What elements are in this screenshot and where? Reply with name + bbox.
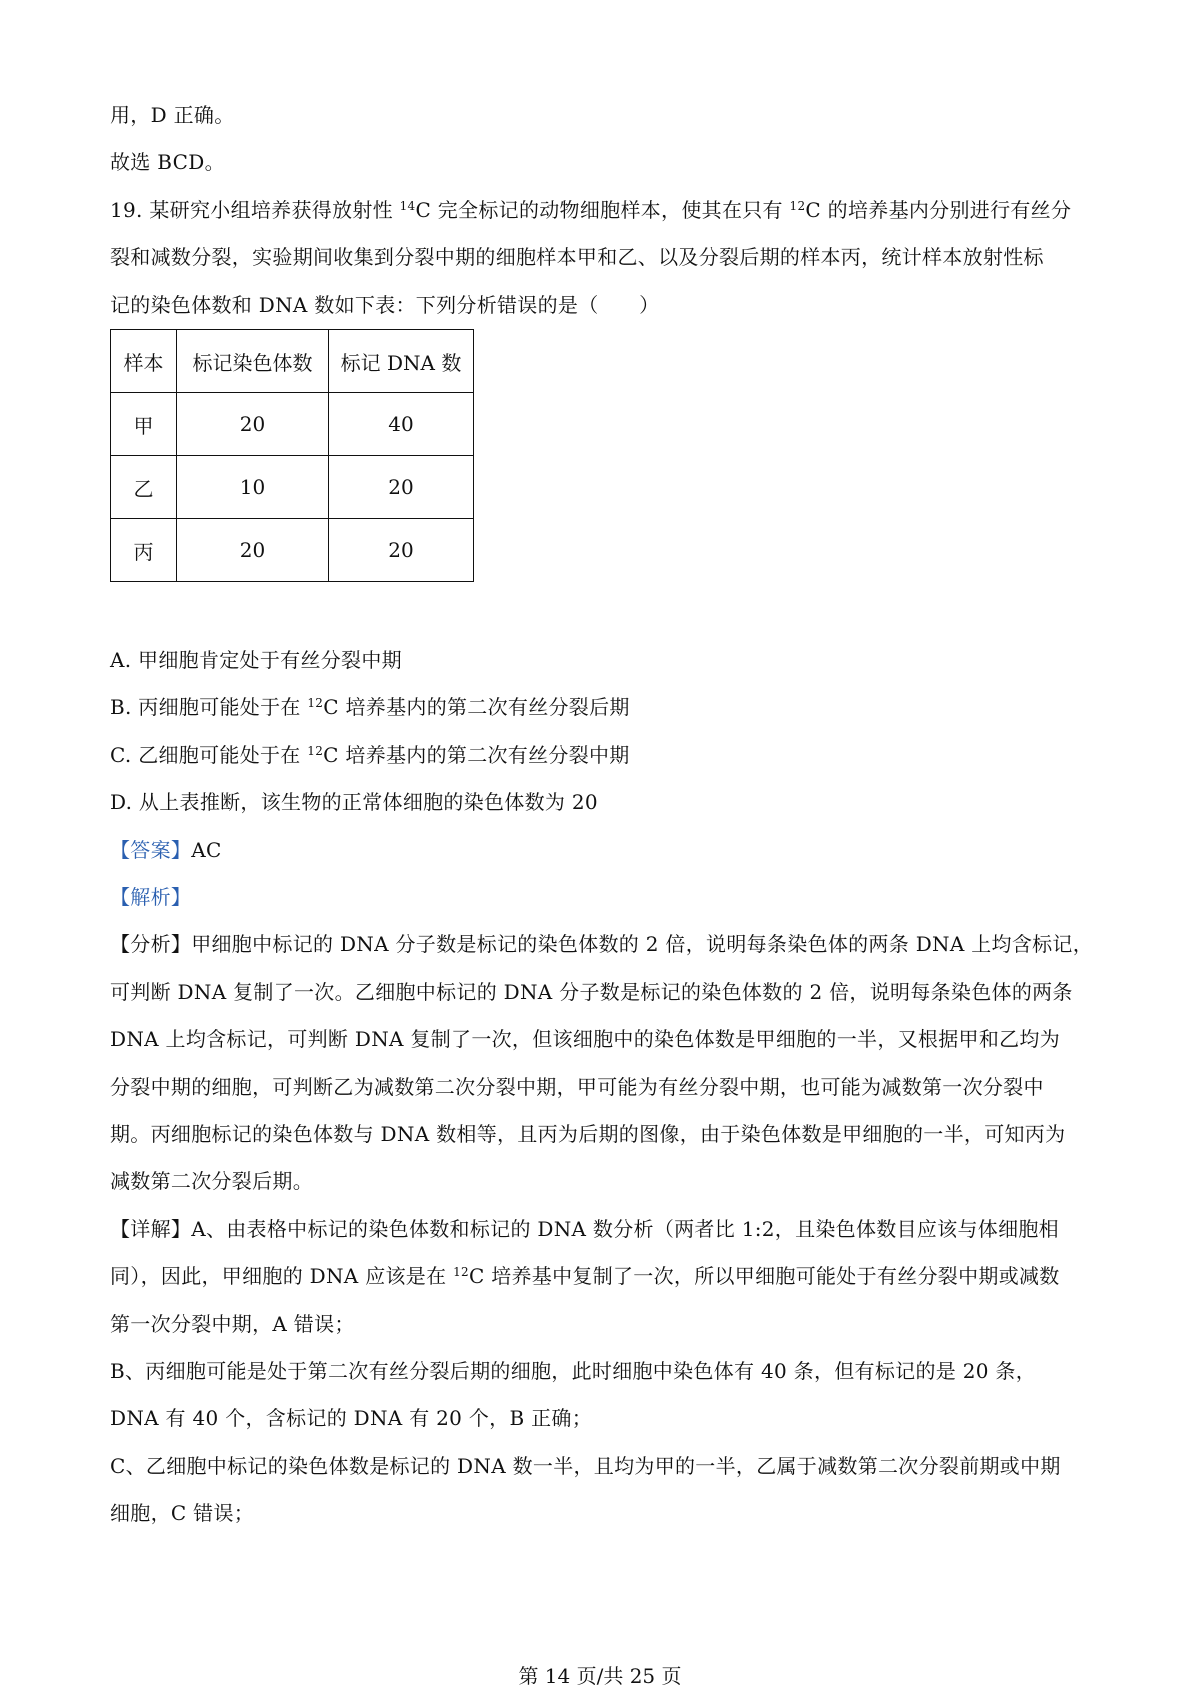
text-segment: C. 乙细胞可能处于在	[110, 742, 308, 767]
text-line	[110, 980, 1073, 1004]
text-line	[110, 1501, 254, 1525]
table-header: 标记 DNA 数	[329, 330, 474, 393]
text-line	[110, 743, 630, 767]
text-segment: 分裂中期的细胞，可判断乙为减数第二次分裂中期，甲可能为有丝分裂中期，也可能为减数第一次分裂中	[110, 1074, 1044, 1099]
text-segment: C 完全标记的动物细胞样本，使其在只有	[415, 197, 790, 222]
text-segment: 裂和减数分裂，实验期间收集到分裂中期的细胞样本甲和乙、以及分裂后期的样本丙，统计样本放射性标	[110, 245, 1044, 270]
table-header: 标记染色体数	[177, 330, 329, 393]
table-cell: 乙	[111, 456, 177, 519]
text-line	[110, 648, 402, 672]
text-segment: C 的培养基内分别进行有丝分	[805, 197, 1072, 222]
text-segment: B、丙细胞可能是处于第二次有丝分裂后期的细胞，此时细胞中染色体有 40 条，但有标记的是 20 条，	[110, 1359, 1037, 1383]
text-line	[110, 1075, 1044, 1099]
text-line	[110, 150, 225, 174]
table-header: 样本	[111, 330, 177, 393]
text-segment: DNA 上均含标记，可判断 DNA 复制了一次，但该细胞中的染色体数是甲细胞的一半，又根据甲和乙均为	[110, 1027, 1061, 1052]
section-label: 【答案】	[110, 837, 192, 862]
superscript: 12	[307, 696, 324, 711]
superscript: 12	[453, 1265, 469, 1280]
text-line	[110, 1454, 1061, 1478]
text-line	[110, 838, 222, 862]
table-cell: 丙	[111, 519, 177, 582]
text-line	[110, 1359, 1036, 1383]
text-segment: C 培养基内的第二次有丝分裂中期	[323, 742, 630, 767]
table-row	[111, 519, 474, 582]
text-line	[110, 1169, 313, 1193]
text-segment: 【分析】甲细胞中标记的 DNA 分子数是标记的染色体数的 2 倍，说明每条染色体的两条 DNA 上均含标记，	[110, 932, 1094, 957]
text-segment: C 培养基中复制了一次，所以甲细胞可能处于有丝分裂中期或减数	[468, 1264, 1060, 1289]
table-cell: 20	[329, 456, 474, 519]
text-line	[110, 1406, 592, 1430]
table-cell: 10	[177, 456, 329, 519]
text-segment: C 培养基内的第二次有丝分裂后期	[323, 695, 630, 720]
superscript: 14	[399, 198, 416, 213]
text-segment: AC	[191, 837, 222, 862]
table-cell: 20	[177, 393, 329, 456]
table-row	[111, 393, 474, 456]
table-cell: 甲	[111, 393, 177, 456]
text-segment: 第一次分裂中期，A 错误；	[110, 1311, 355, 1336]
text-segment: 减数第二次分裂后期。	[110, 1169, 313, 1194]
data-table	[110, 329, 474, 582]
text-segment: 19. 某研究小组培养获得放射性	[110, 197, 400, 222]
text-line	[110, 1027, 1060, 1051]
table-cell: 20	[329, 519, 474, 582]
text-line	[110, 198, 1071, 222]
text-segment: 期。丙细胞标记的染色体数与 DNA 数相等，且丙为后期的图像，由于染色体数是甲细胞的一半，可知丙为	[110, 1122, 1066, 1146]
text-segment: B. 丙细胞可能处于在	[110, 695, 308, 720]
text-segment: D. 从上表推断，该生物的正常体细胞的染色体数为 20	[110, 790, 598, 815]
page-footer: 第 14 页/共 25 页	[518, 1664, 682, 1688]
text-segment: 可判断 DNA 复制了一次。乙细胞中标记的 DNA 分子数是标记的染色体数的 2 倍，说明每条染色体的两条	[110, 979, 1073, 1004]
table-cell: 20	[177, 519, 329, 582]
text-line	[110, 695, 630, 719]
text-line	[110, 245, 1044, 269]
text-segment: 同），因此，甲细胞的 DNA 应该是在	[110, 1264, 454, 1289]
text-line	[110, 1217, 1059, 1241]
text-segment: 记的染色体数和 DNA 数如下表：下列分析错误的是（ ）	[110, 292, 660, 317]
text-segment: 用，D 正确。	[110, 103, 235, 127]
text-line	[110, 885, 191, 909]
table-cell: 40	[329, 393, 474, 456]
text-line	[110, 1264, 1060, 1288]
text-line	[110, 1122, 1065, 1146]
text-line	[110, 932, 1093, 956]
text-segment: 细胞，C 错误；	[110, 1501, 255, 1526]
section-label: 【解析】	[110, 885, 192, 909]
superscript: 12	[307, 743, 324, 758]
table-header-row	[111, 330, 474, 393]
text-line	[110, 1312, 355, 1336]
text-segment: 【详解】A、由表格中标记的染色体数和标记的 DNA 数分析（两者比 1:2，且染色体数目应该与体细胞相	[110, 1216, 1059, 1241]
text-line	[110, 293, 659, 317]
text-segment: DNA 有 40 个，含标记的 DNA 有 20 个，B 正确；	[110, 1406, 593, 1431]
superscript: 12	[789, 198, 806, 213]
table-row	[111, 456, 474, 519]
text-line	[110, 790, 598, 814]
text-line	[110, 103, 235, 127]
text-segment: A. 甲细胞肯定处于有丝分裂中期	[110, 648, 402, 672]
text-segment: C、乙细胞中标记的染色体数是标记的 DNA 数一半，且均为甲的一半，乙属于减数第二次分裂前期或中期	[110, 1453, 1061, 1478]
text-segment: 故选 BCD。	[110, 150, 225, 175]
